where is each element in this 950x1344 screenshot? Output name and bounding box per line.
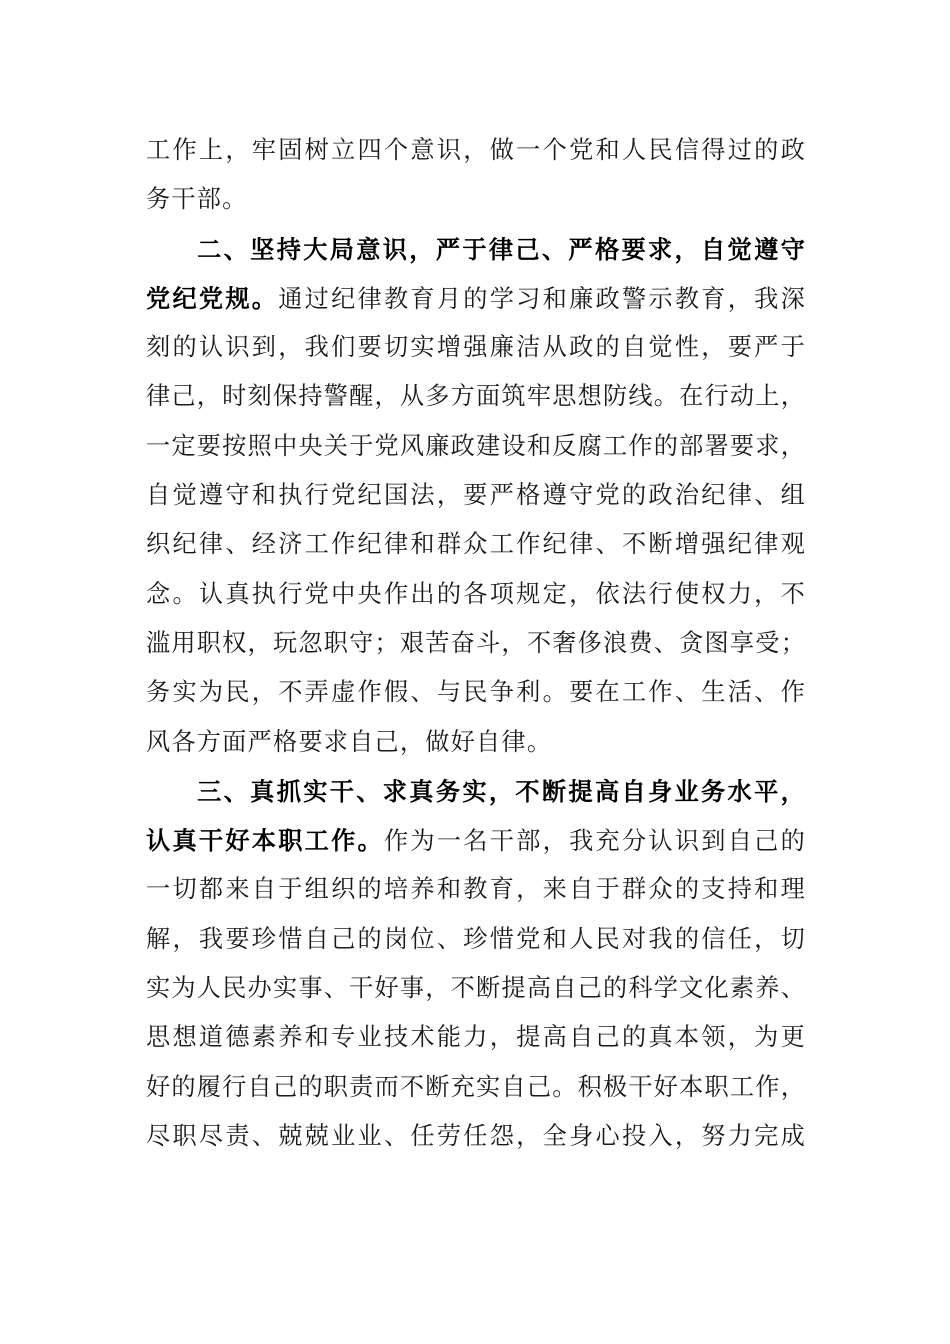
text-line bbox=[146, 668, 806, 717]
text-line bbox=[146, 865, 806, 914]
paragraph bbox=[146, 225, 806, 767]
document-body bbox=[146, 126, 806, 1161]
text-line bbox=[146, 422, 806, 471]
line-text: 滥用职权，玩忽职守；艰苦奋斗，不奢侈浪费、贪图享受； bbox=[146, 628, 807, 657]
text-line bbox=[146, 225, 806, 274]
text-line bbox=[146, 323, 806, 372]
line-text: 实为人民办实事、干好事，不断提高自己的科学文化素养、 bbox=[146, 974, 807, 1003]
text-line bbox=[146, 1112, 806, 1161]
line-text: 通过纪律教育月的学习和廉政警示教育，我深 bbox=[278, 284, 806, 313]
line-text: 念。认真执行党中央作出的各项规定，依法行使权力，不 bbox=[146, 579, 806, 608]
line-text: 解，我要珍惜自己的岗位、珍惜党和人民对我的信任，切 bbox=[146, 924, 806, 953]
text-line bbox=[146, 964, 806, 1013]
text-line bbox=[146, 1063, 806, 1112]
text-line bbox=[146, 1013, 806, 1062]
line-text: 自觉遵守和执行党纪国法，要严格遵守党的政治纪律、组 bbox=[146, 481, 806, 510]
text-line bbox=[146, 570, 806, 619]
paragraph bbox=[146, 126, 806, 225]
line-text: 一定要按照中央关于党风廉政建设和反腐工作的部署要求， bbox=[146, 431, 807, 460]
text-line bbox=[146, 915, 806, 964]
line-text: 织纪律、经济工作纪律和群众工作纪律、不断增强纪律观 bbox=[146, 530, 806, 559]
line-text: 工作上，牢固树立四个意识，做一个党和人民信得过的政 bbox=[146, 136, 806, 164]
text-line bbox=[146, 372, 806, 421]
section-heading: 党纪党规。 bbox=[146, 283, 279, 313]
line-text: 一切都来自于组织的培养和教育，来自于群众的支持和理 bbox=[146, 875, 806, 904]
line-text: 刻的认识到，我们要切实增强廉洁从政的自觉性，要严于 bbox=[146, 333, 806, 362]
section-heading: 三、真抓实干、求真务实，不断提高自身业务水平， bbox=[196, 776, 806, 806]
line-text: 作为一名干部，我充分认识到自己的 bbox=[383, 827, 806, 856]
line-text: 好的履行自己的职责而不断充实自己。积极干好本职工作， bbox=[146, 1072, 807, 1101]
line-text: 风各方面严格要求自己，做好自律。 bbox=[146, 727, 553, 756]
text-line bbox=[146, 767, 806, 816]
line-text: 律己，时刻保持警醒，从多方面筑牢思想防线。在行动上， bbox=[146, 382, 807, 411]
text-line bbox=[146, 471, 806, 520]
section-heading: 认真干好本职工作。 bbox=[146, 826, 384, 856]
line-text: 务实为民，不弄虚作假、与民争利。要在工作、生活、作 bbox=[146, 678, 806, 707]
line-text: 思想道德素养和专业技术能力，提高自己的真本领，为更 bbox=[146, 1023, 806, 1052]
text-line bbox=[146, 274, 806, 323]
line-text: 尽职尽责、兢兢业业、任劳任怨，全身心投入，努力完成 bbox=[146, 1121, 806, 1150]
section-heading: 二、坚持大局意识，严于律己、严格要求，自觉遵守 bbox=[196, 234, 806, 264]
text-line bbox=[146, 619, 806, 668]
text-line bbox=[146, 520, 806, 569]
paragraph bbox=[146, 767, 806, 1161]
text-line bbox=[146, 126, 806, 175]
text-line bbox=[146, 718, 806, 767]
line-text: 务干部。 bbox=[146, 185, 248, 214]
text-line bbox=[146, 175, 806, 224]
text-line bbox=[146, 816, 806, 865]
